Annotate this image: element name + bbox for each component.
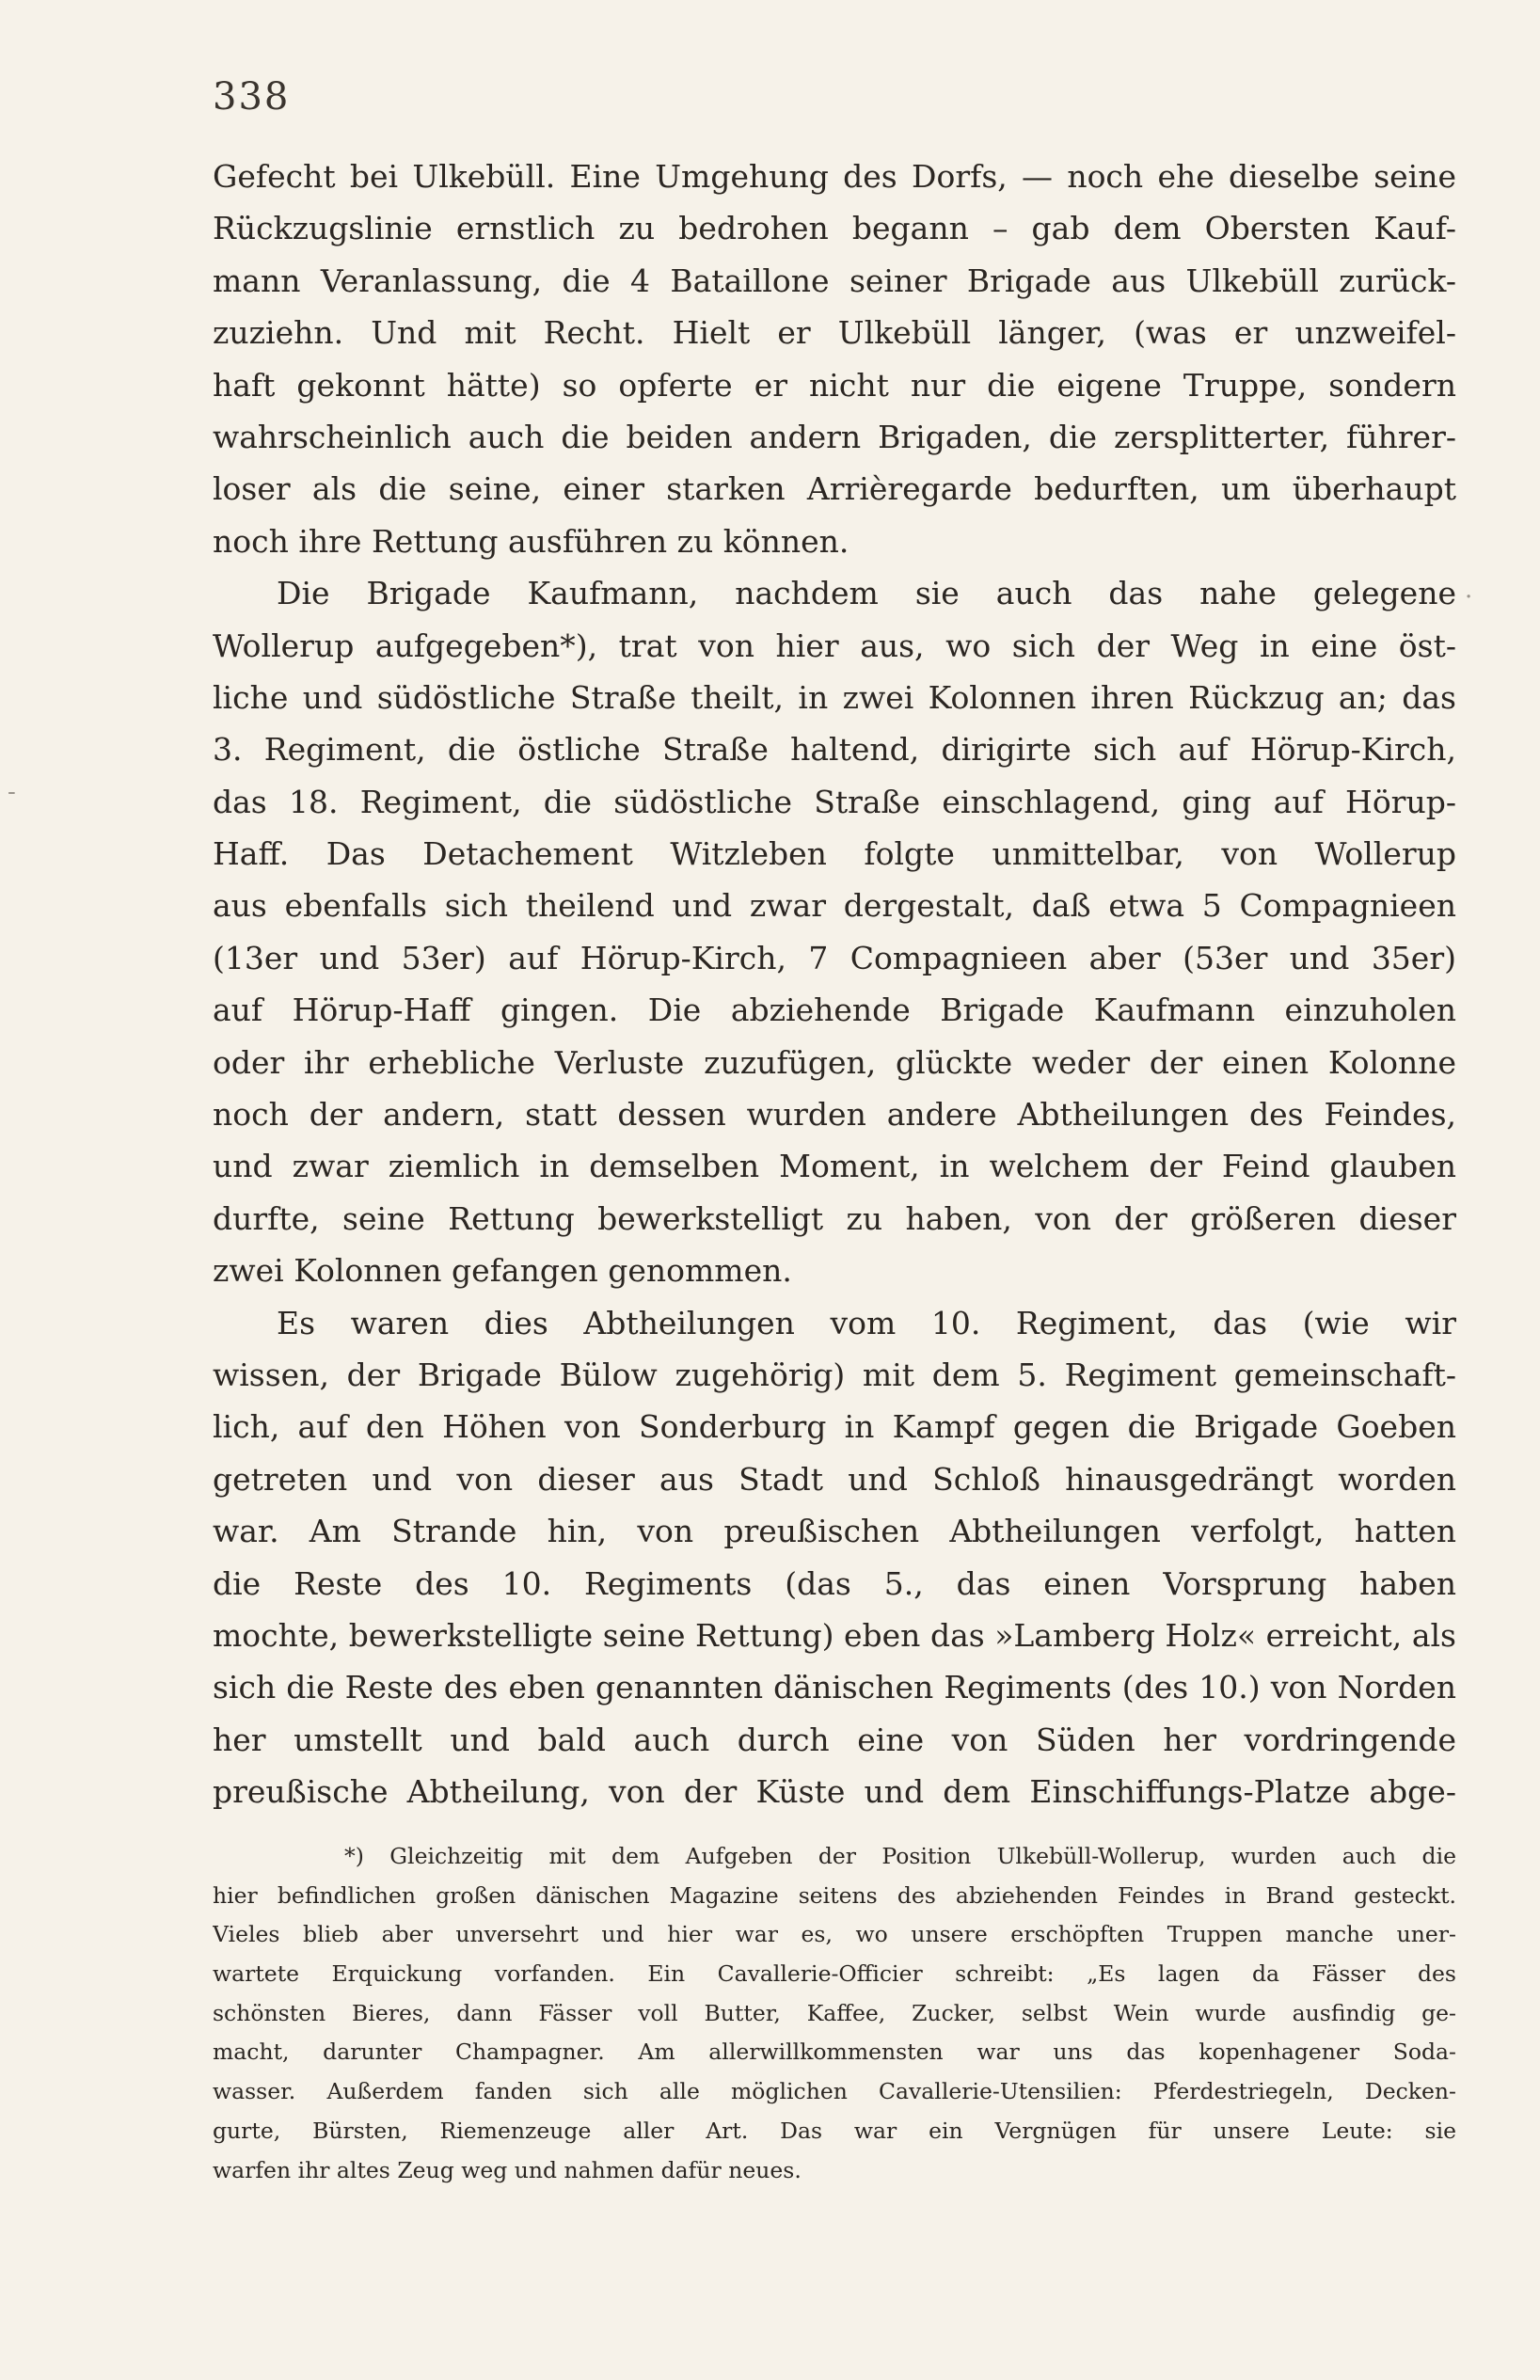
text-line: getreten und von dieser aus Stadt und Schloß hinausgedrängt worden: [213, 1460, 1456, 1498]
text-line: Es waren dies Abtheilungen vom 10. Regiment, das (wie wir: [277, 1304, 1456, 1341]
text-line: auf Hörup-Haff gingen. Die abziehende Brigade Kaufmann einzuholen: [213, 992, 1456, 1029]
text-line: und zwar ziemlich in demselben Moment, in welchem der Feind glauben: [213, 1148, 1456, 1185]
text-line: das 18. Regiment, die südöstliche Straße einschlagend, ging auf Hörup-: [213, 783, 1456, 820]
footnote-line: wasser. Außerdem fanden sich alle möglichen Cavallerie-Utensilien: Pferdestriegeln, Decken-: [213, 2078, 1456, 2105]
text-line: die Reste des 10. Regiments (das 5., das einen Vorsprung haben: [213, 1564, 1456, 1602]
text-line: loser als die seine, einer starken Arrièregarde bedurften, um überhaupt: [213, 470, 1456, 508]
footnote-line: gurte, Bürsten, Riemenzeuge aller Art. Das war ein Vergnügen für unsere Leute: sie: [213, 2117, 1456, 2144]
text-line: mochte, bewerkstelligte seine Rettung) eben das »Lamberg Holz« erreicht, als: [213, 1616, 1456, 1654]
text-line: zwei Kolonnen gefangen genommen.: [213, 1252, 792, 1290]
footnote-line: schönsten Bieres, dann Fässer voll Butter, Kaffee, Zucker, selbst Wein wurde ausfindig ge-: [213, 1999, 1456, 2026]
text-line: Wollerup aufgegeben*), trat von hier aus, wo sich der Weg in eine öst-: [213, 627, 1456, 664]
footnote-line: *) Gleichzeitig mit dem Aufgeben der Position Ulkebüll-Wollerup, wurden auch die: [344, 1843, 1456, 1869]
text-line: noch ihre Rettung ausführen zu können.: [213, 522, 849, 560]
footnote-line: macht, darunter Champagner. Am allerwillkommensten war uns das kopenhagener Soda-: [213, 2039, 1456, 2066]
footnote-line: wartete Erquickung vorfanden. Ein Cavallerie-Officier schreibt: „Es lagen da Fässer des: [213, 1960, 1456, 1988]
body-text: [213, 151, 1456, 1818]
text-line: Gefecht bei Ulkebüll. Eine Umgehung des Dorfs, — noch ehe dieselbe seine: [213, 158, 1456, 195]
text-line: haft gekonnt hätte) so opferte er nicht nur die eigene Truppe, sondern: [213, 366, 1456, 404]
text-line: aus ebenfalls sich theilend und zwar dergestalt, daß etwa 5 Compagnieen: [213, 887, 1456, 925]
text-line: noch der andern, statt dessen wurden andere Abtheilungen des Feindes,: [213, 1096, 1456, 1134]
text-line: mann Veranlassung, die 4 Bataillone seiner Brigade aus Ulkebüll zurück-: [213, 262, 1456, 299]
text-line: lich, auf den Höhen von Sonderburg in Kampf gegen die Brigade Goeben: [213, 1408, 1456, 1446]
text-line: 3. Regiment, die östliche Straße haltend, dirigirte sich auf Hörup-Kirch,: [213, 731, 1456, 769]
footnote-line: hier befindlichen großen dänischen Magazine seitens des abziehenden Feindes in Brand gesteckt.: [213, 1881, 1456, 1909]
text-line: preußische Abtheilung, von der Küste und dem Einschiffungs-Platze abge-: [213, 1773, 1456, 1811]
footnote-line: Vieles blieb aber unversehrt und hier war es, wo unsere erschöpften Truppen manche uner-: [213, 1921, 1456, 1948]
text-line: Die Brigade Kaufmann, nachdem sie auch das nahe gelegene: [277, 575, 1456, 612]
text-line: Rückzugslinie ernstlich zu bedrohen begann – gab dem Obersten Kauf-: [213, 210, 1456, 247]
text-line: her umstellt und bald auch durch eine von Süden her vordringende: [213, 1721, 1456, 1758]
text-line: (13er und 53er) auf Hörup-Kirch, 7 Compagnieen aber (53er und 35er): [213, 939, 1456, 976]
page-number: 338: [213, 75, 291, 119]
footnote-line: warfen ihr altes Zeug weg und nahmen dafür neues.: [213, 2156, 802, 2183]
footnote: [213, 1837, 1456, 2190]
margin-mark: ·: [1465, 583, 1473, 611]
text-line: oder ihr erhebliche Verluste zuzufügen, glückte weder der einen Kolonne: [213, 1043, 1456, 1081]
text-line: war. Am Strande hin, von preußischen Abtheilungen verfolgt, hatten: [213, 1513, 1456, 1550]
text-line: liche und südöstliche Straße theilt, in zwei Kolonnen ihren Rückzug an; das: [213, 678, 1456, 716]
text-line: zuziehn. Und mit Recht. Hielt er Ulkebüll länger, (was er unzweifel-: [213, 314, 1456, 352]
text-line: wahrscheinlich auch die beiden andern Brigaden, die zersplitterter, führer-: [213, 418, 1456, 455]
text-line: wissen, der Brigade Bülow zugehörig) mit dem 5. Regiment gemeinschaft-: [213, 1356, 1456, 1393]
text-line: Haff. Das Detachement Witzleben folgte unmittelbar, von Wollerup: [213, 835, 1456, 873]
text-line: sich die Reste des eben genannten dänischen Regiments (des 10.) von Norden: [213, 1669, 1456, 1706]
text-line: durfte, seine Rettung bewerkstelligt zu haben, von der größeren dieser: [213, 1199, 1456, 1237]
margin-mark: -: [8, 778, 16, 806]
